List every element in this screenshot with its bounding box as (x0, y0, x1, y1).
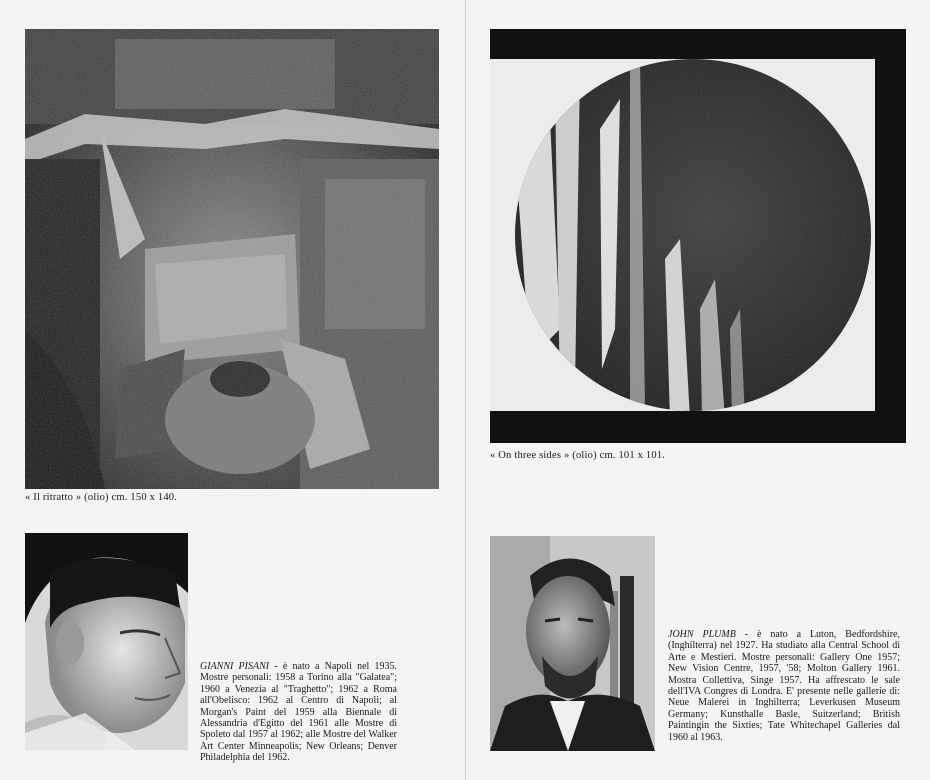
caption-on-three-sides: « On three sides » (olio) cm. 101 x 101. (490, 450, 666, 461)
portrait-john-plumb (490, 536, 655, 751)
bio-gianni-pisani (200, 661, 397, 764)
painting-il-ritratto (25, 29, 439, 489)
bio-name-gianni-pisani: GIANNI PISANI (200, 661, 270, 672)
bio-text-gianni-pisani: - è nato a Napoli nel 1935. Mostre personali: 1958 a Torino alla "Galatea"; 1960 a Venezia al "Traghetto"; 1962 a Roma all'Obelisco: 1962 al Centro di Napoli; al Morgan's Paint del 1959 alla Biennale di Alessandria d'Egitto del 1961 alle Mostre di Spoleto dal 1957 al 1962; alle Mostre del Walker Art Center Minneapolis; New Orleans; Denver Philadelphia del 1962. (200, 661, 397, 764)
portrait-gianni-pisani (25, 533, 188, 750)
bio-john-plumb (668, 629, 900, 743)
bio-text-john-plumb: - è nato a Luton, Bedfordshire, (Inghilterra) nel 1927. Ha studiato alla Central School di Arte e Mestieri. Mostre personali: Gallery One 1957; New Vision Centre, 1957, '58; Molton Gallery 1961. Mostra Collettiva, Singe 1957. Ha affrescato le sale dell'IVA Congres di Londra. E' presente nelle gallerie di: Neue Malerei in Inghilterra; Leverkusen Museum Germany; Kunsthalle Basle, Suitzerland; British Paintingin the Sixties; Tate Whitechapel Galleries dal 1960 al 1963. (668, 629, 900, 743)
painting-on-three-sides (490, 29, 906, 443)
bio-name-john-plumb: JOHN PLUMB (668, 629, 736, 640)
caption-il-ritratto: « Il ritratto » (olio) cm. 150 x 140. (25, 492, 178, 503)
